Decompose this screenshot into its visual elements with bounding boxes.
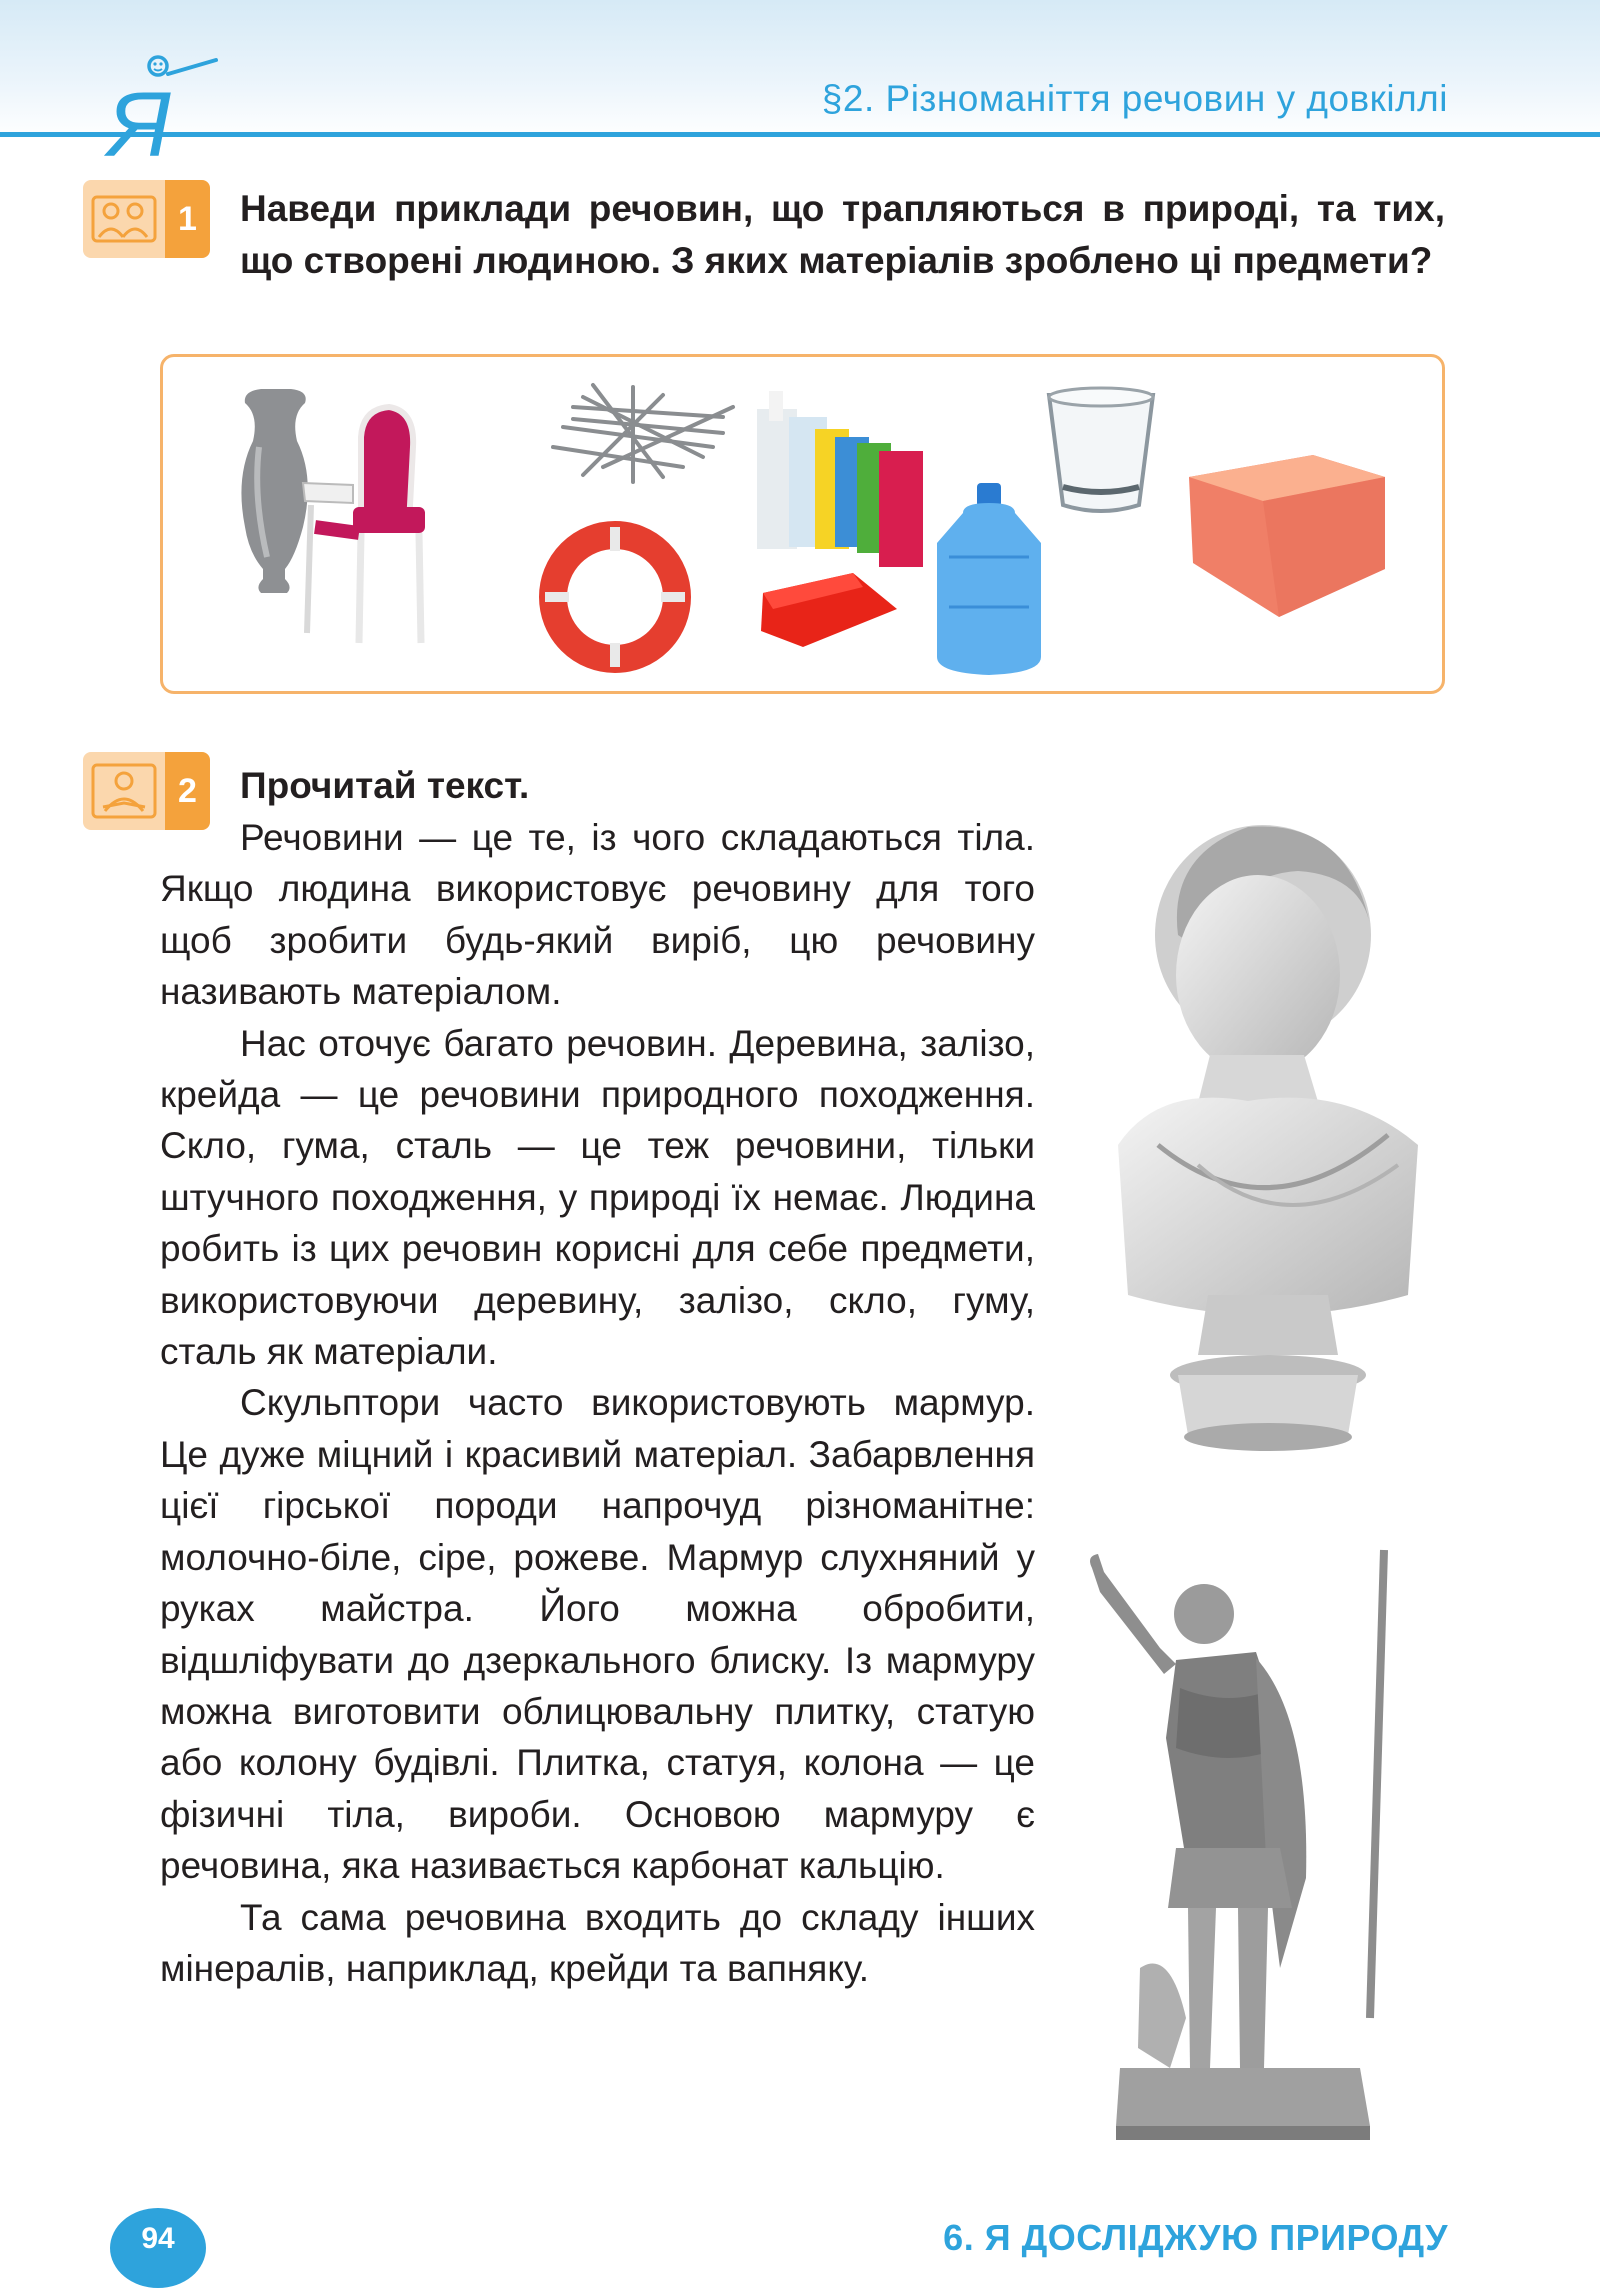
water-bottle-image (937, 483, 1041, 675)
svg-text:Я: Я (108, 74, 171, 164)
marble-bust-image (1098, 815, 1438, 1455)
section-title: §2. Різноманіття речовин у довкіллі (821, 78, 1448, 119)
chapter-title: 6. Я ДОСЛІДЖУЮ ПРИРОДУ (943, 2217, 1448, 2258)
header-rule (0, 132, 1600, 137)
augustus-statue-image (1080, 1548, 1430, 2143)
paragraph: Скульптори часто використовують мармур. Це дуже міцний і красивий матеріал. Забарвлення цієї гірської породи напрочуд різноманітне: молочно-біле, сіре, рожеве. Мармур слухняний у руках майстра. Його можна обробити, відшліфувати до дзеркального блиску. Із мармуру можна виготовити облицювальну плитку, статую або колону будівлі. Плитка, статуя, колона — це фізичні тіла, вироби. Основою мармуру є речовина, яка називається карбонат кальцію. (160, 1382, 1035, 1887)
paragraph: Речовини — це те, із чого складаються тіла. Якщо людина використовує речовину для того щоб зробити будь-який виріб, цю речовину називають матеріалом. (160, 817, 1035, 1013)
task-1-badge (83, 180, 210, 258)
tablecloth-image (1189, 455, 1385, 617)
vase-image (241, 389, 307, 593)
lifebuoy-image (545, 527, 685, 667)
paragraph: Нас оточує багато речовин. Деревина, залізо, крейда — це речовини природного походження. Скло, гума, сталь — це теж речовини, тільки штучного походження, у природі їх немає. Людина робить із цих речовин корисні для себе предмети, використовуючи деревину, залізо, скло, гуму, сталь як матеріали. (160, 1022, 1035, 1373)
red-napkins-image (761, 573, 897, 647)
paragraph: Та сама речовина входить до складу інших мінералів, наприклад, крейди та вапняку. (160, 1896, 1035, 1989)
task-1-question: Наведи приклади речовин, що трапляються в природі, та тих, що створені людиною. З яких матеріалів зроблено ці предмети? (240, 188, 1445, 281)
task-2-heading: Прочитай текст. (240, 765, 530, 806)
materials-image-box (160, 354, 1445, 694)
ya-logo-icon (100, 52, 230, 164)
page-number-badge: 94 (110, 2208, 206, 2288)
plastic-bags-image (757, 391, 923, 567)
reading-text (160, 812, 1035, 1994)
pair-work-icon (83, 180, 165, 258)
chair-image (303, 407, 425, 643)
task-number: 1 (165, 180, 210, 258)
reading-icon (83, 752, 165, 830)
glass-image (1049, 388, 1153, 511)
nails-image (553, 385, 733, 482)
task-number: 2 (165, 752, 210, 830)
